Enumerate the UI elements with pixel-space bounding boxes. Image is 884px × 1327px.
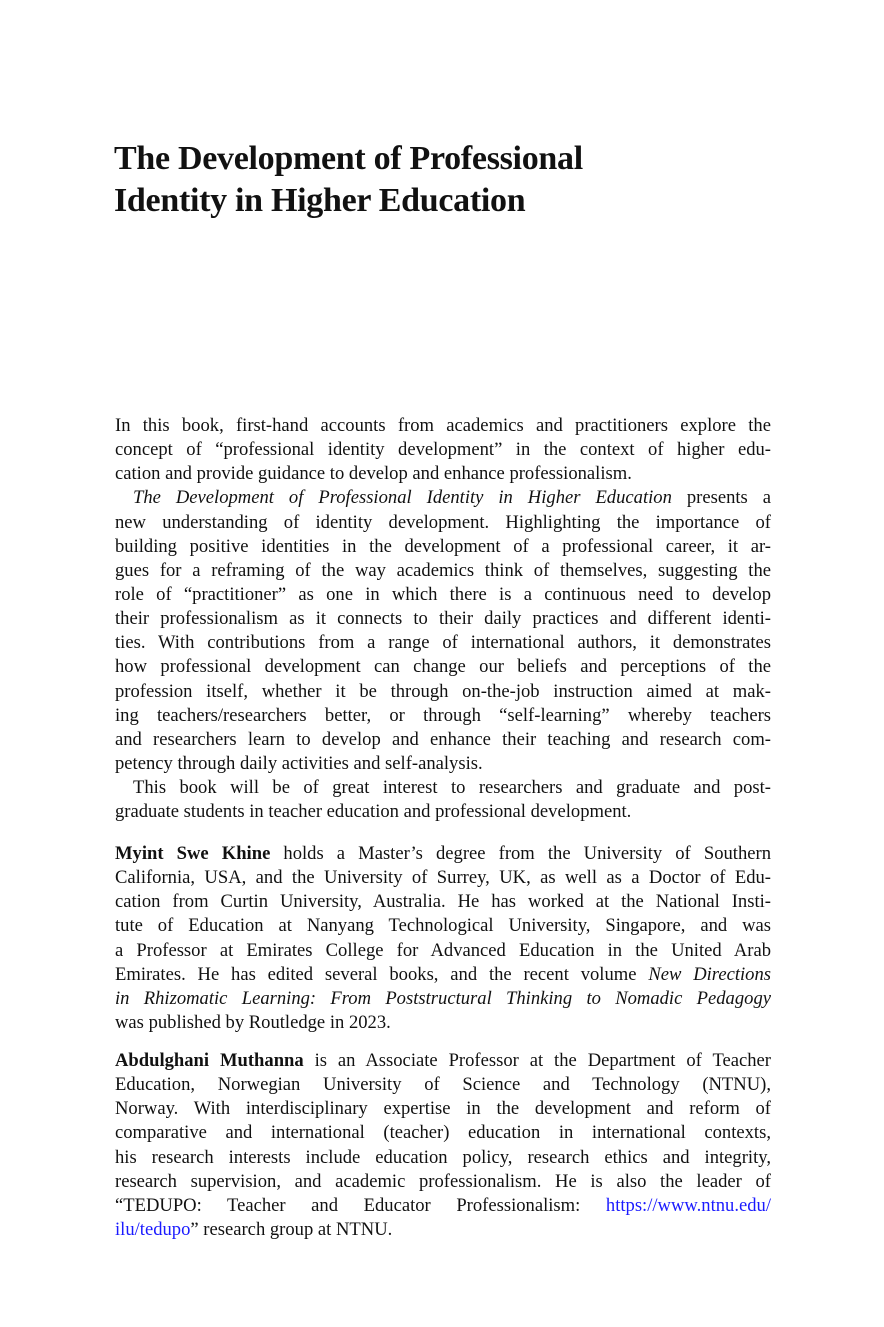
text-line: role of “practitioner” as one in which there is a continuous need to develop — [115, 583, 771, 605]
text-line: their professionalism as it connects to their daily practices and different identi- — [115, 608, 771, 630]
book-title-italic: in Rhizomatic Learning: From Poststructural Thinking to Nomadic Pedagogy — [115, 987, 771, 1009]
author-name: Myint Swe Khine — [115, 843, 271, 864]
text-line: tute of Education at Nanyang Technological University, Singapore, and was — [115, 915, 771, 937]
text-line: ing teachers/researchers better, or through “self-learning” whereby teachers — [115, 704, 771, 726]
text-line: This book will be of great interest to researchers and graduate and post- — [133, 777, 771, 799]
text-line: Myint Swe Khine holds a Master’s degree from the University of Southern — [115, 843, 771, 864]
text-line: cation and provide guidance to develop and enhance professionalism. — [115, 463, 632, 485]
text-line: The Development of Professional Identity in Higher Education presents a — [133, 487, 771, 509]
author-bio-khine — [115, 842, 771, 1035]
text-line: how professional development can change our beliefs and perceptions of the — [115, 656, 771, 678]
text-line: Norway. With interdisciplinary expertise in the development and reform of — [115, 1098, 771, 1120]
text-line: cation from Curtin University, Australia. He has worked at the National Insti- — [115, 891, 771, 913]
tedupo-link[interactable]: ilu/tedupo — [115, 1218, 191, 1240]
text-line: and researchers learn to develop and enhance their teaching and research com- — [115, 728, 771, 750]
text-line: In this book, first-hand accounts from academics and practitioners explore the — [115, 415, 771, 436]
page-title — [114, 138, 754, 222]
text-line: profession itself, whether it be through on-the-job instruction aimed at mak- — [115, 680, 771, 702]
book-title-italic: The Development of Professional Identity in Higher Education — [133, 487, 672, 509]
text-line: Abdulghani Muthanna is an Associate Professor at the Department of Teacher — [115, 1050, 772, 1071]
book-title-italic: New Directions — [648, 963, 771, 985]
title-line: The Development of Professional — [114, 140, 583, 177]
text-line: his research interests include education policy, research ethics and integrity, — [115, 1146, 771, 1168]
text-line: building positive identities in the development of a professional career, it ar- — [115, 535, 771, 557]
text-line: a Professor at Emirates College for Advanced Education in the United Arab — [115, 939, 771, 961]
text-line: ties. With contributions from a range of international authors, it demonstrates — [115, 632, 771, 654]
text-line: Emirates. He has edited several books, and the recent volume New Directions — [115, 963, 771, 985]
text-line: ilu/tedupo” research group at NTNU. — [115, 1218, 393, 1240]
text-line: graduate students in teacher education and professional development. — [115, 801, 632, 823]
tedupo-link[interactable]: https://www.ntnu.edu/ — [605, 1194, 771, 1216]
book-description — [115, 414, 771, 824]
text-line: research supervision, and academic professionalism. He is also the leader of — [115, 1170, 771, 1192]
text-line: “TEDUPO: Teacher and Educator Professionalism: https://www.ntnu.edu/ — [115, 1194, 771, 1216]
title-line: Identity in Higher Education — [114, 182, 526, 219]
text-line: Education, Norwegian University of Science and Technology (NTNU), — [115, 1074, 771, 1096]
author-name: Abdulghani Muthanna — [115, 1050, 304, 1071]
text-line: was published by Routledge in 2023. — [115, 1011, 391, 1033]
text-line: California, USA, and the University of Surrey, UK, as well as a Doctor of Edu- — [115, 867, 771, 889]
text-line: petency through daily activities and self-analysis. — [115, 752, 483, 774]
text-line: concept of “professional identity development” in the context of higher edu- — [115, 439, 771, 461]
text-line: new understanding of identity development. Highlighting the importance of — [115, 511, 771, 533]
text-line: comparative and international (teacher) education in international contexts, — [115, 1122, 771, 1144]
text-line: gues for a reframing of the way academics think of themselves, suggesting the — [115, 559, 771, 581]
author-bio-muthanna — [115, 1049, 771, 1242]
